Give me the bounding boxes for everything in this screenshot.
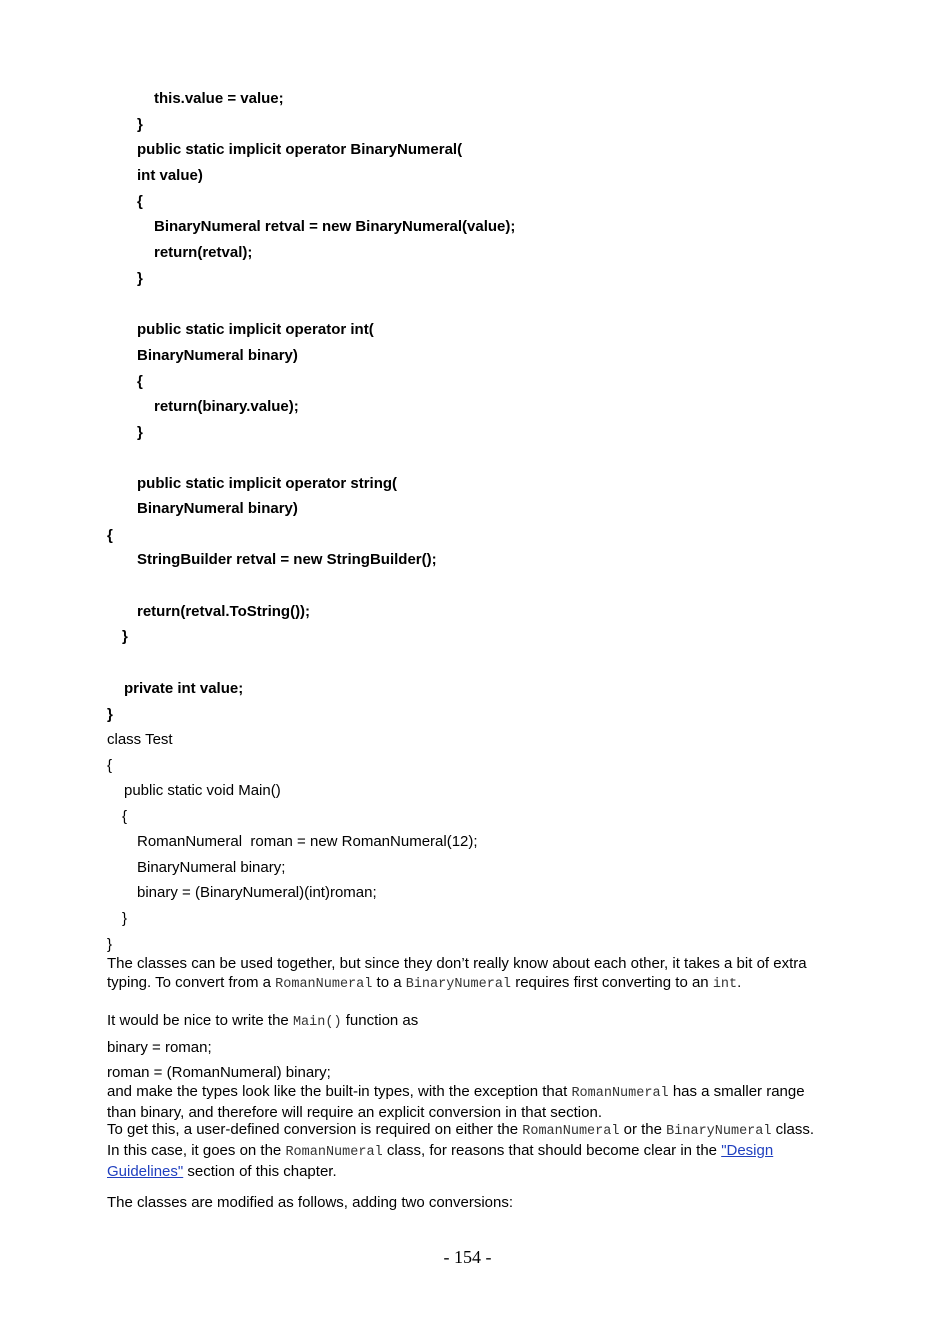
code-line: this.value = value; [154,90,284,107]
code-line: private int value; [124,680,244,697]
code-line: { [137,193,143,210]
inline-code: int [712,977,738,992]
code-line: } [137,116,143,133]
code-line: BinaryNumeral binary; [137,859,286,876]
code-line: { [107,757,113,774]
paragraph-builtin-types: and make the types look like the built-in types, with the exception that RomanNumeral has a smaller range than binary, and therefore will require an explicit conversion in that section. [107,1083,805,1121]
code-line: StringBuilder retval = new StringBuilder(); [137,551,437,568]
inline-code: RomanNumeral [522,1124,620,1139]
code-line: { [107,527,113,544]
code-line: } [122,628,128,645]
code-line: } [107,936,113,953]
code-line: return(retval.ToString()); [137,603,311,620]
inline-code: BinaryNumeral [666,1124,772,1139]
paragraph-modified-classes: The classes are modified as follows, adding two conversions: [107,1194,514,1211]
code-line: public static implicit operator int( [137,321,374,338]
code-line: { [137,373,143,390]
inline-code: RomanNumeral [571,1086,669,1101]
code-line: return(binary.value); [154,398,299,415]
code-line: int value) [137,167,203,184]
code-line: } [137,424,143,441]
paragraph-user-defined-conversion: To get this, a user-defined conversion is required on either the RomanNumeral or the BinaryNumeral class. In this case, it goes on the RomanNumeral class, for reasons that should become clear in the "Design Guidelines" section of this chapter. [107,1121,815,1180]
code-line: } [107,706,113,723]
code-line: } [137,270,143,287]
code-line: binary = (BinaryNumeral)(int)roman; [137,884,377,901]
inline-code: RomanNumeral [275,977,373,992]
code-example-line: binary = roman; [107,1039,212,1056]
code-line: { [122,808,128,825]
code-line: RomanNumeral roman = new RomanNumeral(12); [137,833,478,850]
code-line: BinaryNumeral retval = new BinaryNumeral(value); [154,218,516,235]
inline-code: RomanNumeral [285,1145,383,1160]
code-example-line: roman = (RomanNumeral) binary; [107,1064,331,1081]
code-line: class Test [107,731,173,748]
inline-code: Main() [292,1015,342,1030]
inline-code: BinaryNumeral [405,977,512,992]
page-number: - 154 - [443,1247,492,1267]
code-line: BinaryNumeral binary) [137,500,298,517]
code-line: return(retval); [154,244,253,261]
code-line: public static implicit operator string( [137,475,398,492]
paragraph-conversion-explanation: The classes can be used together, but since they don’t really know about each other, it takes a bit of extra typing. To convert from a RomanNumeral to a BinaryNumeral requires first converting to an int. [107,955,807,992]
code-line: public static implicit operator BinaryNumeral( [137,141,463,158]
code-line: BinaryNumeral binary) [137,347,298,364]
paragraph-main-function: It would be nice to write the Main() function as [107,1012,419,1030]
code-line: public static void Main() [124,782,281,799]
code-line: } [122,910,128,927]
design-guidelines-link[interactable]: "Design Guidelines" [107,1142,774,1180]
